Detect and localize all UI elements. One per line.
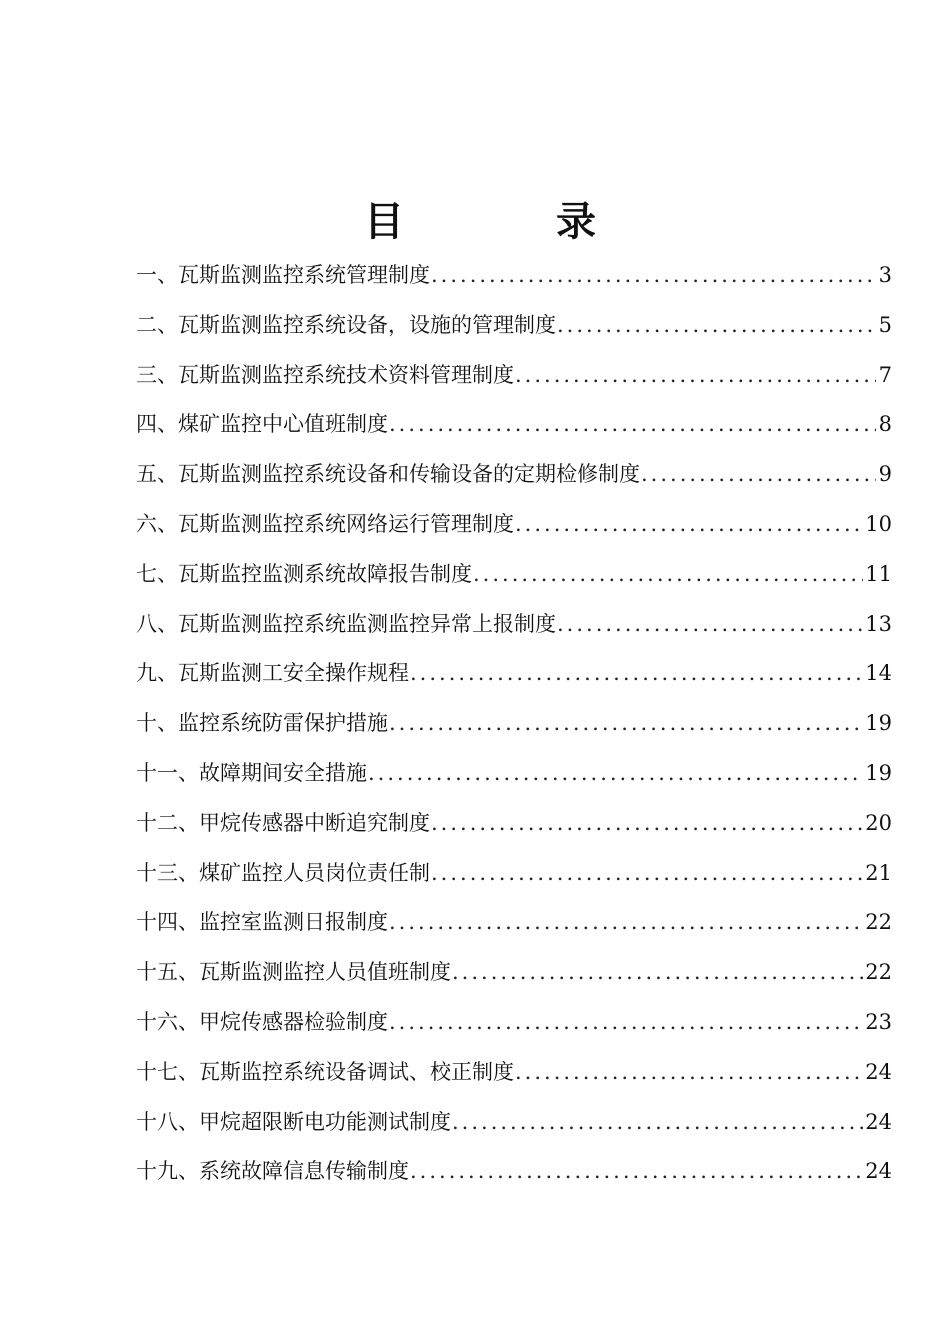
toc-entry-page: 22 — [865, 910, 892, 935]
toc-entry[interactable] — [136, 400, 892, 450]
toc-leader-dots — [473, 550, 863, 600]
toc-entry[interactable] — [136, 600, 892, 650]
toc-entry-page: 14 — [865, 661, 892, 686]
toc-entry-page: 5 — [878, 312, 892, 337]
toc-entry[interactable] — [136, 1098, 892, 1148]
toc-entry-page: 9 — [878, 462, 892, 487]
toc-entry-page: 19 — [865, 711, 892, 736]
toc-entry[interactable] — [136, 251, 892, 301]
toc-entry-label: 三、瓦斯监测监控系统技术资料管理制度 — [136, 362, 514, 387]
toc-entry[interactable] — [136, 699, 892, 749]
toc-title: 目 录 — [364, 198, 652, 245]
toc-entry[interactable] — [136, 649, 892, 699]
toc-entry-page: 7 — [878, 362, 892, 387]
toc-entry-label: 六、瓦斯监测监控系统网络运行管理制度 — [136, 511, 514, 536]
toc-entry[interactable] — [136, 998, 892, 1048]
toc-entry-label: 十八、甲烷超限断电功能测试制度 — [136, 1109, 451, 1134]
toc-leader-dots — [641, 450, 876, 500]
toc-leader-dots — [410, 649, 863, 699]
toc-entry-label: 十五、瓦斯监测监控人员值班制度 — [136, 960, 451, 985]
toc-leader-dots — [557, 301, 876, 351]
toc-leader-dots — [431, 799, 863, 849]
toc-entry[interactable] — [136, 450, 892, 500]
toc-entry-label: 九、瓦斯监测工安全操作规程 — [136, 661, 409, 686]
toc-entry-label: 十四、监控室监测日报制度 — [136, 910, 388, 935]
toc-entry-page: 19 — [865, 760, 892, 785]
toc-entry-label: 十九、系统故障信息传输制度 — [136, 1159, 409, 1184]
toc-leader-dots — [368, 749, 863, 799]
toc-entry-page: 13 — [865, 611, 892, 636]
toc-leader-dots — [452, 948, 863, 998]
toc-entry-label: 八、瓦斯监测监控系统监测监控异常上报制度 — [136, 611, 556, 636]
toc-entry[interactable] — [136, 849, 892, 899]
toc-entry-page: 11 — [865, 561, 892, 586]
toc-entry-page: 8 — [878, 412, 892, 437]
toc-entry-page: 24 — [865, 1109, 892, 1134]
toc-entry[interactable] — [136, 1147, 892, 1197]
toc-entry[interactable] — [136, 500, 892, 550]
toc-entry-label: 七、瓦斯监控监测系统故障报告制度 — [136, 561, 472, 586]
toc-entry-page: 21 — [865, 860, 892, 885]
toc-leader-dots — [431, 251, 876, 301]
toc-entry-label: 十、监控系统防雷保护措施 — [136, 711, 388, 736]
toc-leader-dots — [515, 1048, 863, 1098]
toc-entry-page: 3 — [878, 263, 892, 287]
toc-entry-label: 一、瓦斯监测监控系统管理制度 — [136, 263, 430, 287]
toc-leader-dots — [431, 849, 863, 899]
toc-leader-dots — [389, 699, 863, 749]
toc-entry-label: 十三、煤矿监控人员岗位责任制 — [136, 860, 430, 885]
toc-entry-page: 23 — [865, 1009, 892, 1034]
toc-entry-page: 24 — [865, 1159, 892, 1184]
toc-entry[interactable] — [136, 898, 892, 948]
toc-entry[interactable] — [136, 1048, 892, 1098]
toc-leader-dots — [515, 351, 876, 401]
toc-leader-dots — [557, 600, 863, 650]
toc-leader-dots — [410, 1147, 863, 1197]
toc-entry[interactable] — [136, 550, 892, 600]
toc-entry-label: 五、瓦斯监测监控系统设备和传输设备的定期检修制度 — [136, 462, 640, 487]
toc-entry-page: 20 — [865, 810, 892, 835]
toc-entry[interactable] — [136, 351, 892, 401]
toc-list — [136, 251, 892, 1197]
toc-leader-dots — [389, 898, 863, 948]
toc-entry-label: 十一、故障期间安全措施 — [136, 760, 367, 785]
toc-entry[interactable] — [136, 948, 892, 998]
toc-entry-label: 二、瓦斯监测监控系统设备，设施的管理制度 — [136, 312, 556, 337]
toc-leader-dots — [389, 400, 876, 450]
toc-entry-label: 四、煤矿监控中心值班制度 — [136, 412, 388, 437]
toc-entry-page: 22 — [865, 960, 892, 985]
toc-entry-page: 24 — [865, 1059, 892, 1084]
toc-entry[interactable] — [136, 749, 892, 799]
toc-leader-dots — [515, 500, 863, 550]
toc-entry-page: 10 — [865, 511, 892, 536]
toc-leader-dots — [452, 1098, 863, 1148]
toc-entry[interactable] — [136, 301, 892, 351]
toc-entry-label: 十七、瓦斯监控系统设备调试、校正制度 — [136, 1059, 514, 1084]
toc-entry-label: 十六、甲烷传感器检验制度 — [136, 1009, 388, 1034]
toc-entry-label: 十二、甲烷传感器中断追究制度 — [136, 810, 430, 835]
toc-leader-dots — [389, 998, 863, 1048]
toc-entry[interactable] — [136, 799, 892, 849]
